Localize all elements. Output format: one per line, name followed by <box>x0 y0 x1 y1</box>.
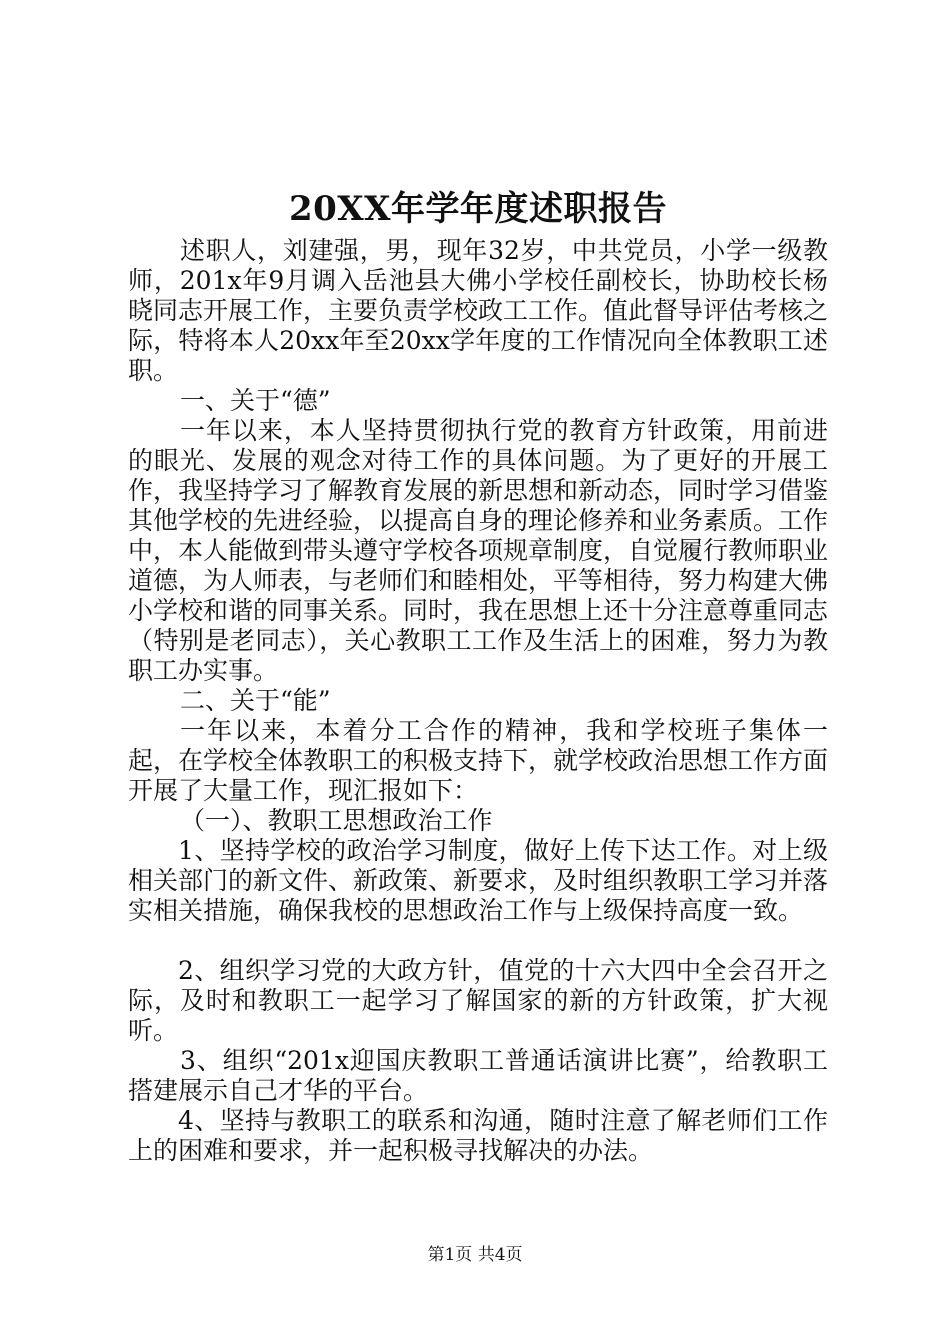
item-2-paragraph: 2、组织学习党的大政方针，值党的十六大四中全会召开之际，及时和教职工一起学习了解国家的新的方针政策，扩大视听。 <box>128 956 828 1045</box>
section-heading-neng: 二、关于“能” <box>180 686 331 715</box>
page-footer: 第1页 共4页 <box>427 1245 523 1265</box>
document-page <box>128 182 828 1166</box>
de-paragraph: 一年以来，本人坚持贯彻执行党的教育方针政策，用前进的眼光、发展的观念对待工作的具体问题。为了更好的开展工作，我坚持学习了解教育发展的新思想和新动态，同时学习借鉴其他学校的先进经验，以提高自身的理论修养和业务素质。工作中，本人能做到带头遵守学校各项规章制度，自觉履行教师职业道德，为人师表，与老师们和睦相处，平等相待，努力构建大佛小学校和谐的同事关系。同时，我在思想上还十分注意尊重同志（特别是老同志），关心教职工工作及生活上的困难，努力为教职工办实事。 <box>128 416 829 685</box>
item-3-paragraph: 3、组织“201x迎国庆教职工普通话演讲比赛”，给教职工搭建展示自己才华的平台。 <box>128 1046 828 1105</box>
neng-paragraph: 一年以来，本着分工合作的精神，我和学校班子集体一起，在学校全体教职工的积极支持下，就学校政治思想工作方面开展了大量工作，现汇报如下： <box>128 716 829 805</box>
subsection-heading: （一）、教职工思想政治工作 <box>180 806 493 835</box>
intro-paragraph: 述职人，刘建强，男，现年32岁，中共党员，小学一级教师，201x年9月调入岳池县大佛小学校任副校长，协助校长杨晓同志开展工作，主要负责学校政工工作。值此督导评估考核之际，特将本人20xx年至20xx学年度的工作情况向全体教职工述职。 <box>128 236 829 385</box>
item-4-paragraph: 4、坚持与教职工的联系和沟通，随时注意了解老师们工作上的困难和要求，并一起积极寻找解决的办法。 <box>128 1106 828 1165</box>
paragraph-gap <box>128 926 828 956</box>
document-title: 20XX年学年度述职报告 <box>288 189 668 229</box>
item-1-paragraph: 1、坚持学校的政治学习制度，做好上传下达工作。对上级相关部门的新文件、新政策、新要求，及时组织教职工学习并落实相关措施，确保我校的思想政治工作与上级保持高度一致。 <box>128 836 829 925</box>
section-heading-de: 一、关于“德” <box>180 386 331 415</box>
